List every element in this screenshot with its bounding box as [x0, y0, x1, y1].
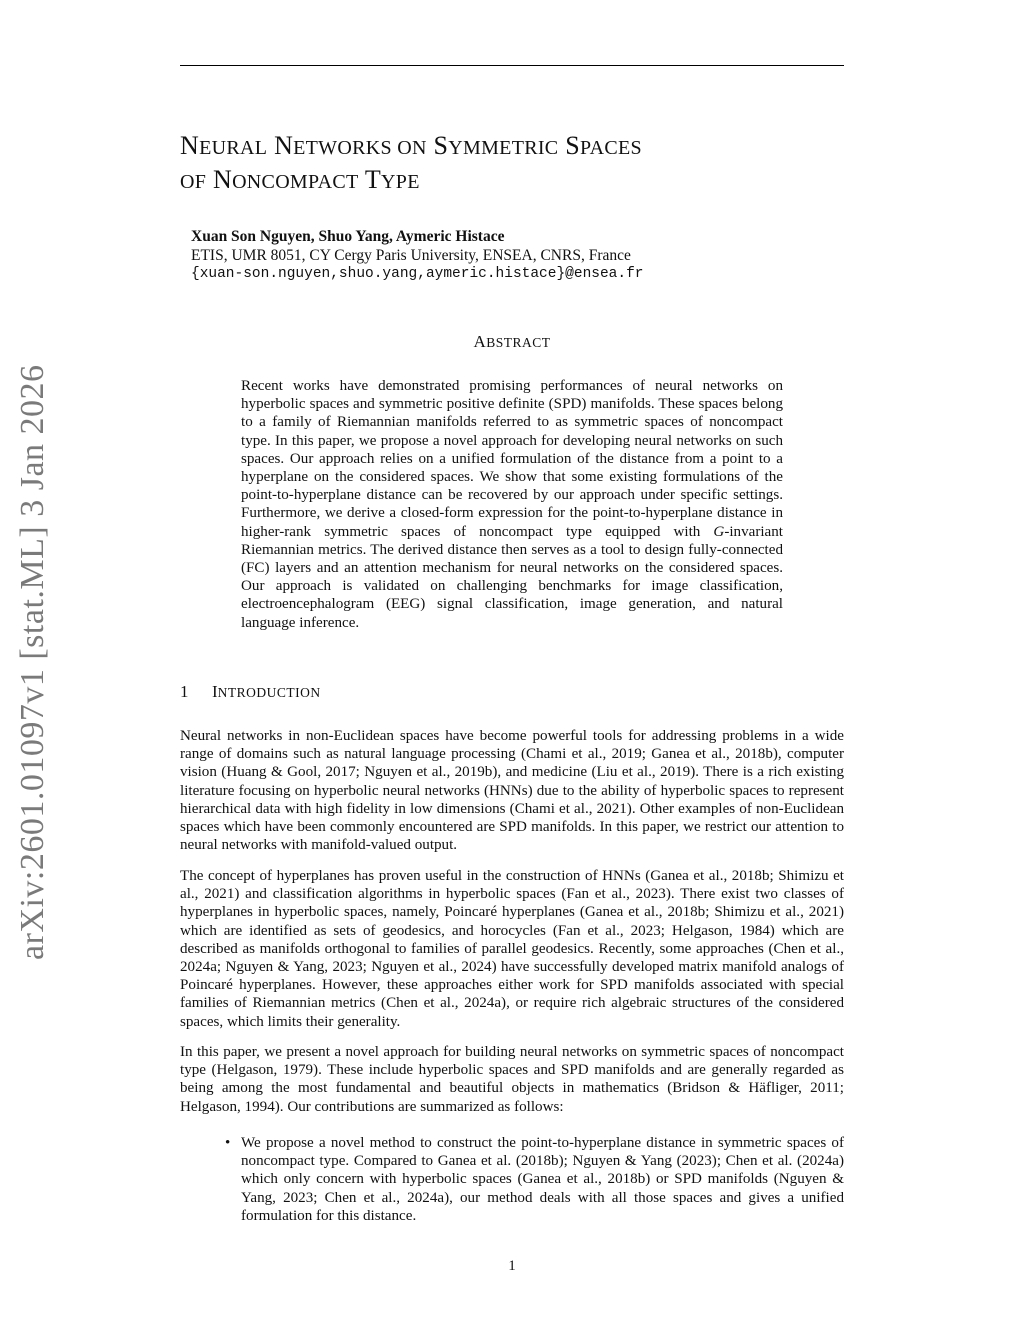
title-w7-cap: T	[364, 165, 382, 194]
intro-paragraph-1: Neural networks in non-Euclidean spaces have become powerful tools for addressing problems in a wide range of domains such as natural language processing (Chami et al., 2019; Ganea et al., 2018b), computer vision (Huang & Gool, 2017; Nguyen et al., 2019b), and medicine (Liu et al., 2019). There is a rich existing literature focusing on hyperbolic neural networks (HNNs) due to the ability of hyperbolic spaces to represent hierarchical data with high fidelity in low dimensions (Chami et al., 2021). Other examples of non-Euclidean spaces which have been commonly encountered are SPD manifolds. In this paper, we restrict our attention to neural networks with manifold-valued output.	[180, 728, 844, 854]
abstract-part-2: -invariant Riemannian metrics. The derived distance then serves as a tool to design fully-connected (FC) layers and an attention mechanism for neural networks on the considered spaces. Our approach is validated on challenging benchmarks for image classification, electroencephalogram (EEG) signal classification, image generation, and natural language inference.	[241, 523, 783, 631]
section-heading-rest: NTRODUCTION	[217, 685, 321, 700]
section-number: 1	[180, 682, 189, 701]
abstract-g-symbol: G	[713, 523, 725, 540]
abstract-heading	[0, 332, 1024, 352]
section-heading-introduction	[180, 682, 321, 702]
title-w4-rest: PACES	[580, 137, 642, 159]
contribution-list-item	[225, 1134, 844, 1225]
bullet-dot-icon: •	[225, 1135, 231, 1151]
author-block	[191, 227, 851, 284]
abstract-heading-cap: A	[473, 332, 487, 351]
title-w1-rest: EURAL	[199, 137, 268, 159]
abstract-text	[241, 377, 783, 632]
title-line-1	[180, 130, 844, 164]
title-w7-rest: YPE	[381, 171, 420, 193]
title-w6-cap: N	[212, 165, 233, 194]
author-names: Xuan Son Nguyen, Shuo Yang, Aymeric Histace	[191, 228, 505, 245]
abstract-part-1: Recent works have demonstrated promising performances of neural networks on hyperbolic spaces and symmetric positive definite (SPD) manifolds. These spaces belong to a family of Riemannian manifolds referred to as symmetric spaces of noncompact type. In this paper, we propose a novel approach for developing neural networks on such spaces. Our approach relies on a unified formulation of the distance from a point to a hyperplane on the considered spaces. We show that some existing formulations of the point-to-hyperplane distance can be recovered by our approach under specific settings. Furthermore, we derive a closed-form expression for the point-to-hyperplane distance in higher-rank symmetric spaces of noncompact type equipped with	[241, 378, 783, 540]
contribution-text: We propose a novel method to construct the point-to-hyperplane distance in symmetric spaces of noncompact type. Compared to Ganea et al. (2018b); Nguyen & Yang (2023); Chen et al. (2024a) which only concern with hyperbolic spaces (Ganea et al., 2018b) or SPD manifolds (Nguyen & Yang, 2023; Chen et al., 2024a), our method deals with all those spaces and gives a unified formulation for this distance.	[241, 1135, 844, 1224]
title-w4-cap: S	[565, 131, 581, 160]
title-w2-cap: N	[274, 131, 294, 160]
header-rule	[180, 65, 844, 66]
title-w3-rest: YMMETRIC	[448, 137, 559, 159]
paper-title	[180, 130, 844, 198]
arxiv-sidebar-stamp: arXiv:2601.01097v1 [stat.ML] 3 Jan 2026	[14, 364, 51, 960]
title-w3-cap: S	[433, 131, 449, 160]
intro-paragraph-2: The concept of hyperplanes has proven useful in the construction of HNNs (Ganea et al., 2018b; Shimizu et al., 2021) and classification algorithms in hyperbolic spaces (Fan et al., 2023). There exist two classes of hyperplanes in hyperbolic spaces, namely, Poincaré hyperplanes (Ganea et al., 2018b; Shimizu et al., 2021) which are identified as sets of geodesics, and horocycles (Fan et al., 2023; Helgason, 1984) which are described as manifolds orthogonal to families of parallel geodesics. Recently, some approaches (Chen et al., 2024a; Nguyen & Yang, 2023; Nguyen et al., 2024) have successfully developed matrix manifold analogs of Poincaré hyperplanes. However, these approaches either work for SPD manifolds associated with special families of Riemannian metrics (Chen et al., 2024a), or require rich algebraic structures of the considered spaces, which limits their generality.	[180, 868, 844, 1030]
intro-paragraph-3: In this paper, we present a novel approach for building neural networks on symmetric spaces of noncompact type (Helgason, 1979). These include hyperbolic spaces and SPD manifolds and are generally regarded as being among the most fundamental and beautiful objects in mathematics (Bridson & Häfliger, 2011; Helgason, 1994). Our contributions are summarized as follows:	[180, 1044, 844, 1115]
page-number: 1	[508, 1258, 516, 1274]
title-w2-rest: ETWORKS ON	[293, 137, 427, 159]
abstract-heading-rest: BSTRACT	[486, 335, 551, 350]
author-email: {xuan-son.nguyen,shuo.yang,aymeric.histace}@ensea.fr	[191, 266, 644, 282]
title-w1-cap: N	[180, 131, 200, 160]
title-line-2	[180, 164, 844, 198]
title-w6-rest: ONCOMPACT	[232, 171, 359, 193]
title-w5: OF	[180, 171, 207, 193]
author-affiliation: ETIS, UMR 8051, CY Cergy Paris University, ENSEA, CNRS, France	[191, 247, 631, 264]
section-heading-cap: I	[212, 682, 218, 701]
